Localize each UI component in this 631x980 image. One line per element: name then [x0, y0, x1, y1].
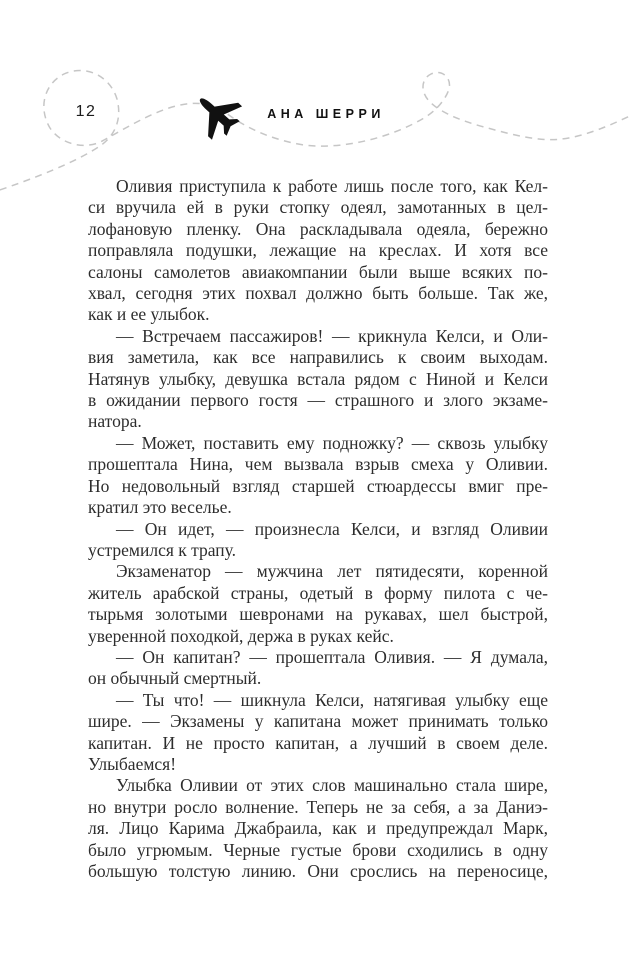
text-line: Но недовольный взгляд старшей стюардессы вмиг пре- — [88, 475, 548, 496]
paragraph — [88, 326, 548, 433]
text-line: капитан. И не просто капитан, а лучший в своем деле. — [88, 732, 548, 753]
text-line: — Он капитан? — прошептала Оливия. — Я думала, — [116, 646, 548, 667]
paragraph — [88, 775, 548, 882]
paragraph — [88, 433, 548, 519]
text-line: Натянув улыбку, девушка встала рядом с Ниной и Келси — [88, 368, 548, 389]
paragraph — [88, 519, 548, 562]
text-line: — Может, поставить ему подножку? — сквозь улыбку — [116, 432, 548, 453]
text-line: он обычный смертный. — [88, 668, 262, 689]
text-line: устремился к трапу. — [88, 539, 237, 560]
text-line: хвал, сегодня этих похвал должно быть больше. Так же, — [88, 283, 548, 304]
paragraph — [88, 647, 548, 690]
text-line: салоны самолетов авиакомпании были выше всяких по- — [88, 261, 548, 282]
text-line: Улыбка Оливии от этих слов машинально стала шире, — [116, 775, 548, 796]
paragraph — [88, 690, 548, 776]
text-line: вия заметила, как все направились к своим выходам. — [88, 347, 548, 368]
text-line: — Ты что! — шикнула Келси, натягивая улыбку еще — [116, 689, 548, 710]
text-line: натора. — [88, 411, 142, 432]
paragraph — [88, 176, 548, 326]
text-line: Экзаменатор — мужчина лет пятидесяти, коренной — [116, 561, 548, 582]
text-line: шире. — Экзамены у капитана может принимать только — [88, 711, 548, 732]
text-line: в ожидании первого гостя — страшного и злого экзаме- — [88, 390, 548, 411]
text-line: было угрюмым. Черные густые брови сходились в одну — [88, 839, 548, 860]
text-line: прошептала Нина, чем вызвала взрыв смеха у Оливии. — [88, 454, 548, 475]
text-line: уверенной походкой, держа в руках кейс. — [88, 625, 394, 646]
text-line: тырьмя золотыми шевронами на рукавах, шел быстрой, — [88, 604, 548, 625]
paragraph — [88, 561, 548, 647]
text-line: ля. Лицо Карима Джабраила, как и предупреждал Марк, — [88, 818, 548, 839]
text-line: поправляла подушки, лежащие на креслах. И хотя все — [88, 240, 548, 261]
text-line: как и ее улыбок. — [88, 304, 210, 325]
page-text — [88, 176, 548, 882]
text-line: кратил это веселье. — [88, 497, 232, 518]
text-line: большую толстую линию. Они срослись на переносице, — [88, 861, 548, 881]
text-line: си вручила ей в руки стопку одеял, замотанных в цел- — [88, 197, 548, 218]
text-line: житель арабской страны, одетый в форму пилота с че- — [88, 582, 548, 603]
text-line: лофановую пленку. Она раскладывала одеяла, бережно — [88, 218, 548, 239]
text-line: — Он идет, — произнесла Келси, и взгляд Оливии — [116, 518, 548, 539]
running-head-author: АНА ШЕРРИ — [267, 107, 385, 121]
text-line: Оливия приступила к работе лишь после того, как Кел- — [116, 176, 548, 196]
text-line: но внутри росло волнение. Теперь не за себя, а за Даниэ- — [88, 796, 548, 817]
text-line: — Встречаем пассажиров! — крикнула Келси, и Оли- — [116, 325, 548, 346]
airplane-icon — [185, 82, 248, 145]
page-number: 12 — [75, 103, 97, 120]
text-line: Улыбаемся! — [88, 753, 177, 774]
